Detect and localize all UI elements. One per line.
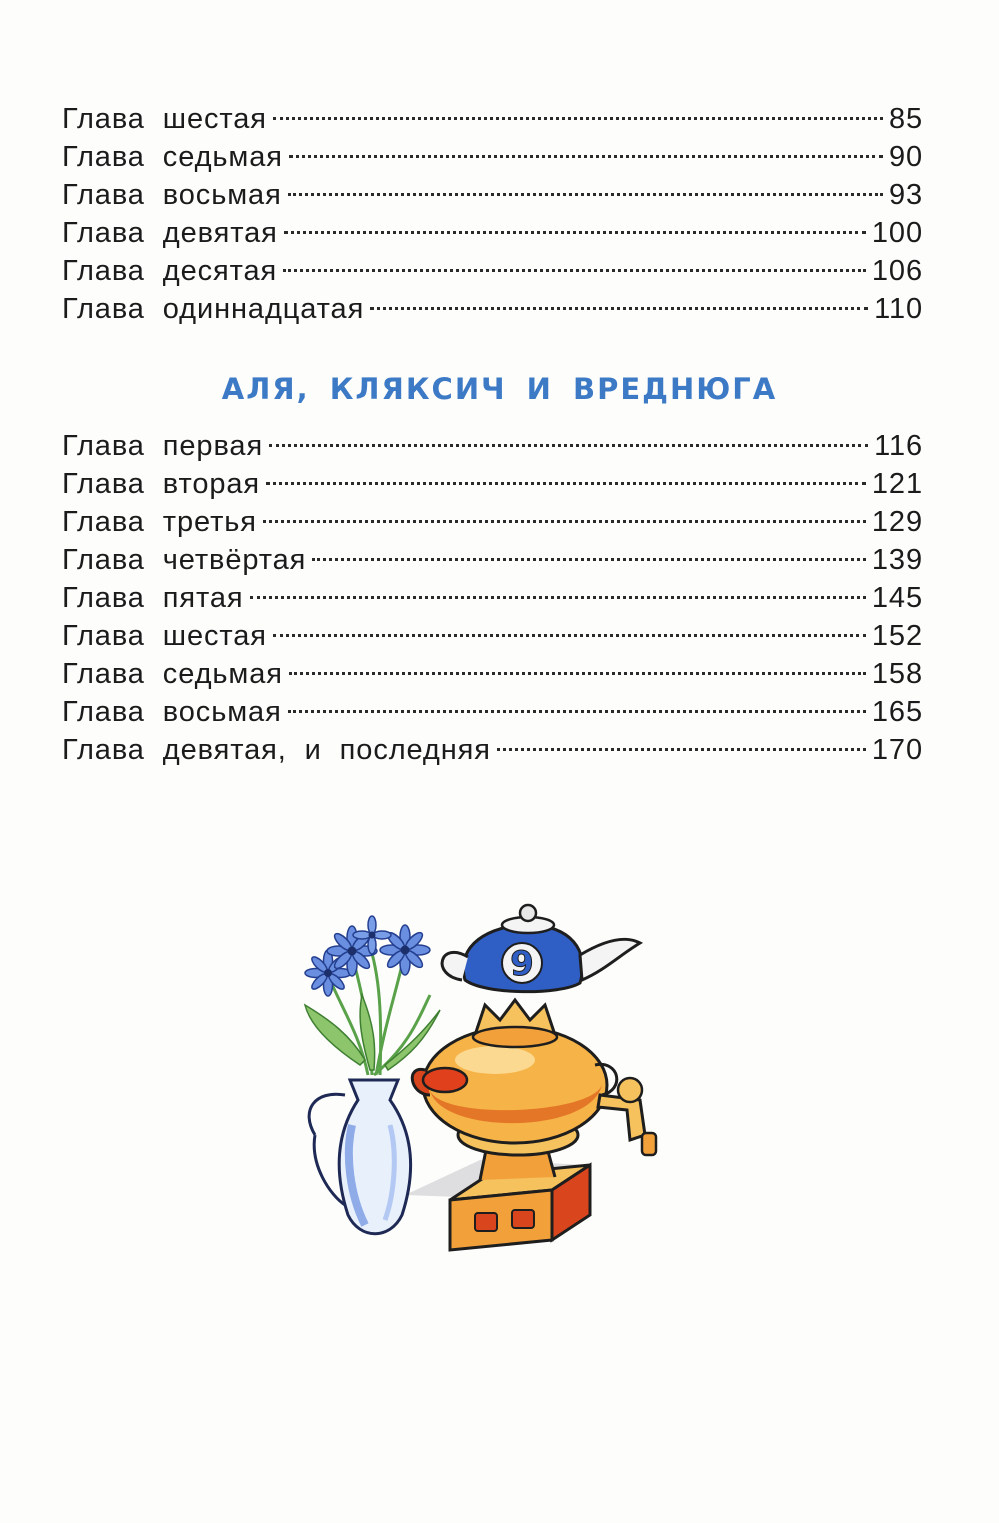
toc-entry-title: Глава восьмая (62, 696, 282, 728)
toc-entry-title: Глава девятая (62, 217, 278, 249)
toc-entry-page: 129 (871, 506, 923, 538)
toc-entry[interactable] (62, 503, 923, 541)
teapot-icon (442, 905, 640, 992)
samovar-icon (412, 1000, 656, 1250)
toc-entry[interactable] (62, 252, 923, 290)
leaves (305, 995, 440, 1070)
dot-leader (497, 748, 866, 751)
toc-entry-title: Глава третья (62, 506, 257, 538)
dot-leader (288, 710, 866, 713)
toc-entry-page: 121 (871, 468, 923, 500)
dot-leader (263, 520, 866, 523)
toc-entry-page: 152 (871, 620, 923, 652)
toc-entry-title: Глава шестая (62, 620, 267, 652)
toc-entry-page: 100 (871, 217, 923, 249)
dot-leader (284, 231, 866, 234)
toc-entry-page: 170 (871, 734, 923, 766)
toc-entry-title: Глава седьмая (62, 141, 283, 173)
toc-entry[interactable] (62, 465, 923, 503)
vase-icon (309, 1080, 410, 1234)
toc-entry-page: 139 (871, 544, 923, 576)
dot-leader (312, 558, 866, 561)
dot-leader (273, 634, 866, 637)
toc-entry[interactable] (62, 290, 923, 328)
toc-entry-title: Глава одиннадцатая (62, 293, 365, 325)
toc-entry-page: 85 (888, 103, 923, 135)
dot-leader (289, 155, 883, 158)
dot-leader (269, 444, 868, 447)
toc-entry[interactable] (62, 100, 923, 138)
dot-leader (250, 596, 866, 599)
toc-entry-page: 106 (871, 255, 923, 287)
dot-leader (273, 117, 883, 120)
table-of-contents-part-1 (62, 100, 923, 328)
toc-entry[interactable] (62, 693, 923, 731)
toc-entry[interactable] (62, 541, 923, 579)
dot-leader (289, 672, 866, 675)
toc-entry-title: Глава первая (62, 430, 264, 462)
toc-entry-page: 110 (874, 293, 923, 325)
toc-entry[interactable] (62, 731, 923, 769)
toc-entry-title: Глава пятая (62, 582, 244, 614)
toc-entry-page: 116 (874, 430, 923, 462)
teapot-number: 9 (510, 944, 534, 984)
flower-icon (305, 916, 430, 996)
toc-entry-title: Глава четвёртая (62, 544, 307, 576)
toc-entry-page: 93 (888, 179, 923, 211)
dot-leader (370, 307, 868, 310)
toc-entry-page: 90 (888, 141, 923, 173)
toc-entry[interactable] (62, 579, 923, 617)
toc-entry-title: Глава шестая (62, 103, 267, 135)
toc-entry[interactable] (62, 617, 923, 655)
toc-entry-title: Глава седьмая (62, 658, 283, 690)
dot-leader (283, 269, 866, 272)
dot-leader (266, 482, 866, 485)
toc-entry[interactable] (62, 176, 923, 214)
toc-entry-page: 165 (871, 696, 923, 728)
toc-entry-title: Глава вторая (62, 468, 261, 500)
samovar-illustration (290, 895, 710, 1285)
toc-entry[interactable] (62, 214, 923, 252)
toc-entry-title: Глава девятая, и последняя (62, 734, 491, 766)
toc-entry-page: 158 (871, 658, 923, 690)
toc-entry[interactable] (62, 427, 923, 465)
samovar-teapot-vase-drawing (290, 895, 710, 1285)
toc-entry-page: 145 (871, 582, 923, 614)
toc-entry[interactable] (62, 655, 923, 693)
dot-leader (288, 193, 883, 196)
toc-entry-title: Глава десятая (62, 255, 278, 287)
table-of-contents-part-2 (62, 427, 923, 769)
section-heading: АЛЯ, КЛЯКСИЧ И ВРЕДНЮГА (221, 372, 778, 406)
toc-entry[interactable] (62, 138, 923, 176)
toc-entry-title: Глава восьмая (62, 179, 282, 211)
